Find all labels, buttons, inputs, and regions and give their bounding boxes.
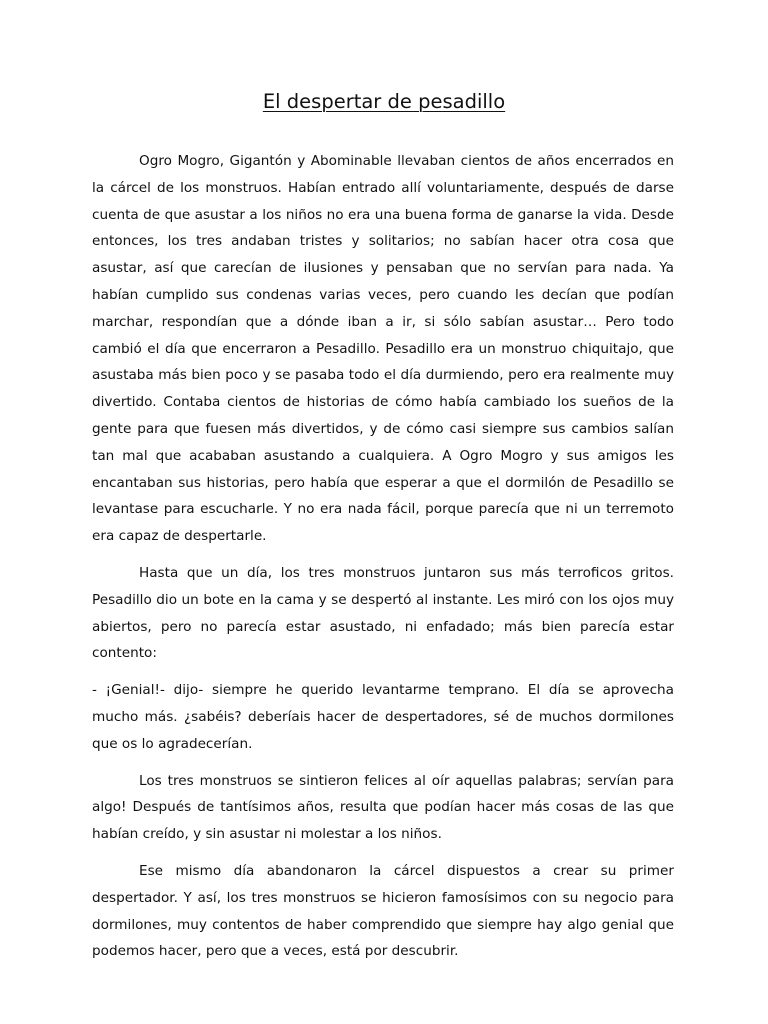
document-title: El despertar de pesadillo [262,90,506,113]
paragraph: Los tres monstruos se sintieron felices al oír aquellas palabras; servían para algo! Después de tantísimos años, resulta que podían hacer más cosas de las que habían creído, y sin asustar ni molestar a los niños. [92,772,674,843]
dialogue-paragraph: - ¡Genial!- dijo- siempre he querido levantarme temprano. El día se aprovecha mucho más. ¿sabéis? deberíais hacer de despertadores, sé de muchos dormilones que os lo agradecerían. [92,682,674,752]
document-body [92,148,674,975]
paragraph: Hasta que un día, los tres monstruos juntaron sus más terroficos gritos. Pesadillo dio un bote en la cama y se despertó al instante. Les miró con los ojos muy abiertos, pero no parecía estar asustado, ni enfadado; más bien parecía estar contento: [92,564,674,662]
paragraph: Ogro Mogro, Gigantón y Abominable llevaban cientos de años encerrados en la cárcel de los monstruos. Habían entrado allí voluntariamente, después de darse cuenta de que asustar a los niños no era una buena forma de ganarse la vida. Desde entonces, los tres andaban tristes y solitarios; no sabían hacer otra cosa que asustar, así que carecían de ilusiones y pensaban que no servían para nada. Ya habían cumplido sus condenas varias veces, pero cuando les decían que podían marchar, respondían que a dónde iban a ir, si sólo sabían asustar… Pero todo cambió el día que encerraron a Pesadillo. Pesadillo era un monstruo chiquitajo, que asustaba más bien poco y se pasaba todo el día durmiendo, pero era realmente muy divertido. Contaba cientos de historias de cómo había cambiado los sueños de la gente para que fuesen más divertidos, y de cómo casi siempre sus cambios salían tan mal que acababan asustando a cualquiera. A Ogro Mogro y sus amigos les encantaban sus historias, pero había que esperar a que el dormilón de Pesadillo se levantase para escucharle. Y no era nada fácil, porque parecía que ni un terremoto era capaz de despertarle. [92,153,674,545]
paragraph: Ese mismo día abandonaron la cárcel dispuestos a crear su primer despertador. Y así, los tres monstruos se hicieron famosísimos con su negocio para dormilones, muy contentos de haber comprendido que siempre hay algo genial que podemos hacer, pero que a veces, está por descubrir. [92,862,674,960]
